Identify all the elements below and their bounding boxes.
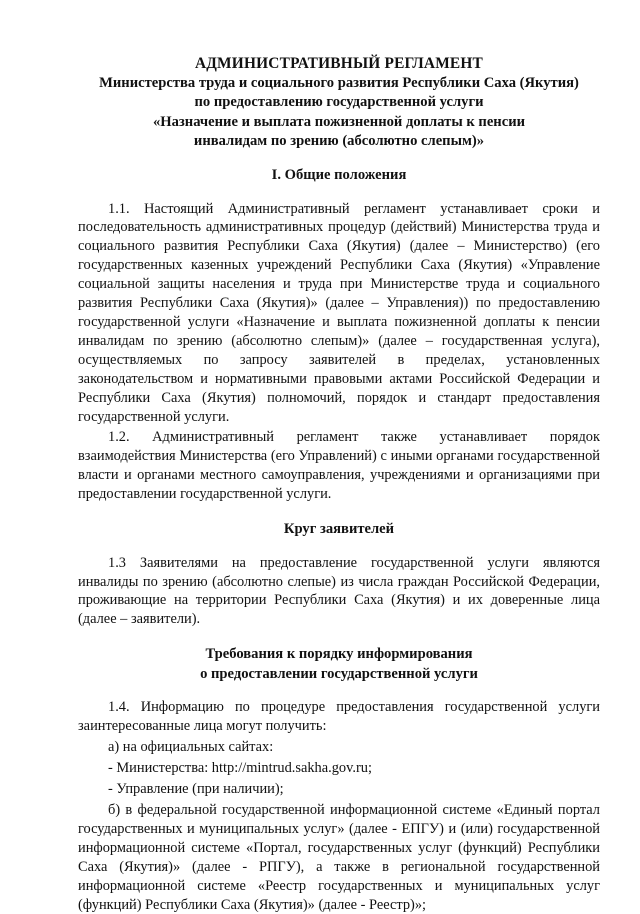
list-item-a-administration: - Управление (при наличии);: [108, 781, 284, 798]
title-line-3: по предоставлению государственной услуги: [194, 94, 484, 111]
paragraph-1-3: 1.3 Заявителями на предоставление государственной услуги являются инвалиды по зрению (абсолютно слепые) из числа граждан Российской Федерации, проживающие на территории Республики Саха (Якутия) и их доверенные лица (далее – заявители).: [78, 554, 600, 628]
list-item-a: а) на официальных сайтах:: [108, 739, 274, 756]
title-line-4: «Назначение и выплата пожизненной доплаты к пенсии: [152, 113, 526, 130]
title-line-5: инвалидам по зрению (абсолютно слепым)»: [193, 133, 485, 150]
section-heading-applicants: Круг заявителей: [283, 521, 395, 538]
title-line-2: Министерства труда и социального развития Республики Саха (Якутия): [99, 74, 579, 91]
list-item-a-ministry: - Министерства: http://mintrud.sakha.gov.ru;: [108, 760, 372, 777]
paragraph-1-2: 1.2. Административный регламент также устанавливает порядок взаимодействия Министерства (его Управлений) с иными органами государственной власти и органами местного самоуправления, учреждениями и организациями при предоставлении государственной услуги.: [78, 429, 600, 503]
list-item-b: б) в федеральной государственной информационной системе «Единый портал государственных и муниципальных услуг» (далее - ЕПГУ) и (или) государственной информационной системе «Портал, государственных услуг (функций) Республики Саха (Якутия)» (далее - РПГУ), а также в региональной государственной информационной системе «Реестр государственных и муниципальных услуг (функций) Республики Саха (Якутия)» (далее - Реестр)»;: [78, 802, 600, 913]
paragraph-1-4: 1.4. Информацию по процедуре предоставления государственной услуги заинтересованные лица могут получить:: [78, 699, 600, 735]
title-line-1: АДМИНИСТРАТИВНЫЙ РЕГЛАМЕНТ: [194, 55, 484, 72]
section-heading-informing: [78, 645, 600, 684]
informing-heading-line-1: Требования к порядку информирования: [205, 646, 473, 663]
informing-heading-line-2: о предоставлении государственной услуги: [200, 665, 478, 682]
section-heading-general: I. Общие положения: [271, 166, 407, 183]
document-page: [78, 54, 600, 914]
paragraph-1-1: 1.1. Настоящий Административный регламент устанавливает сроки и последовательность административных процедур (действий) Министерства труда и социального развития Республики Саха (Якутия) (далее – Министерство) (его государственных казенных учреждений Республики Саха (Якутия) «Управление социальной защиты населения и труда при Министерстве труда и социального развития Республики Саха (Якутия)» (далее – Управления)) по предоставлению государственной услуги «Назначение и выплата пожизненной доплаты к пенсии инвалидам по зрению (абсолютно слепым)» (далее – государственная услуга), осуществляемых по запросу заявителей в пределах, установленных законодательством и нормативными правовыми актами Российской Федерации и Республики Саха (Якутия) полномочий, порядок и стандарт предоставления государственной услуги.: [78, 200, 600, 425]
document-title: [78, 54, 600, 152]
